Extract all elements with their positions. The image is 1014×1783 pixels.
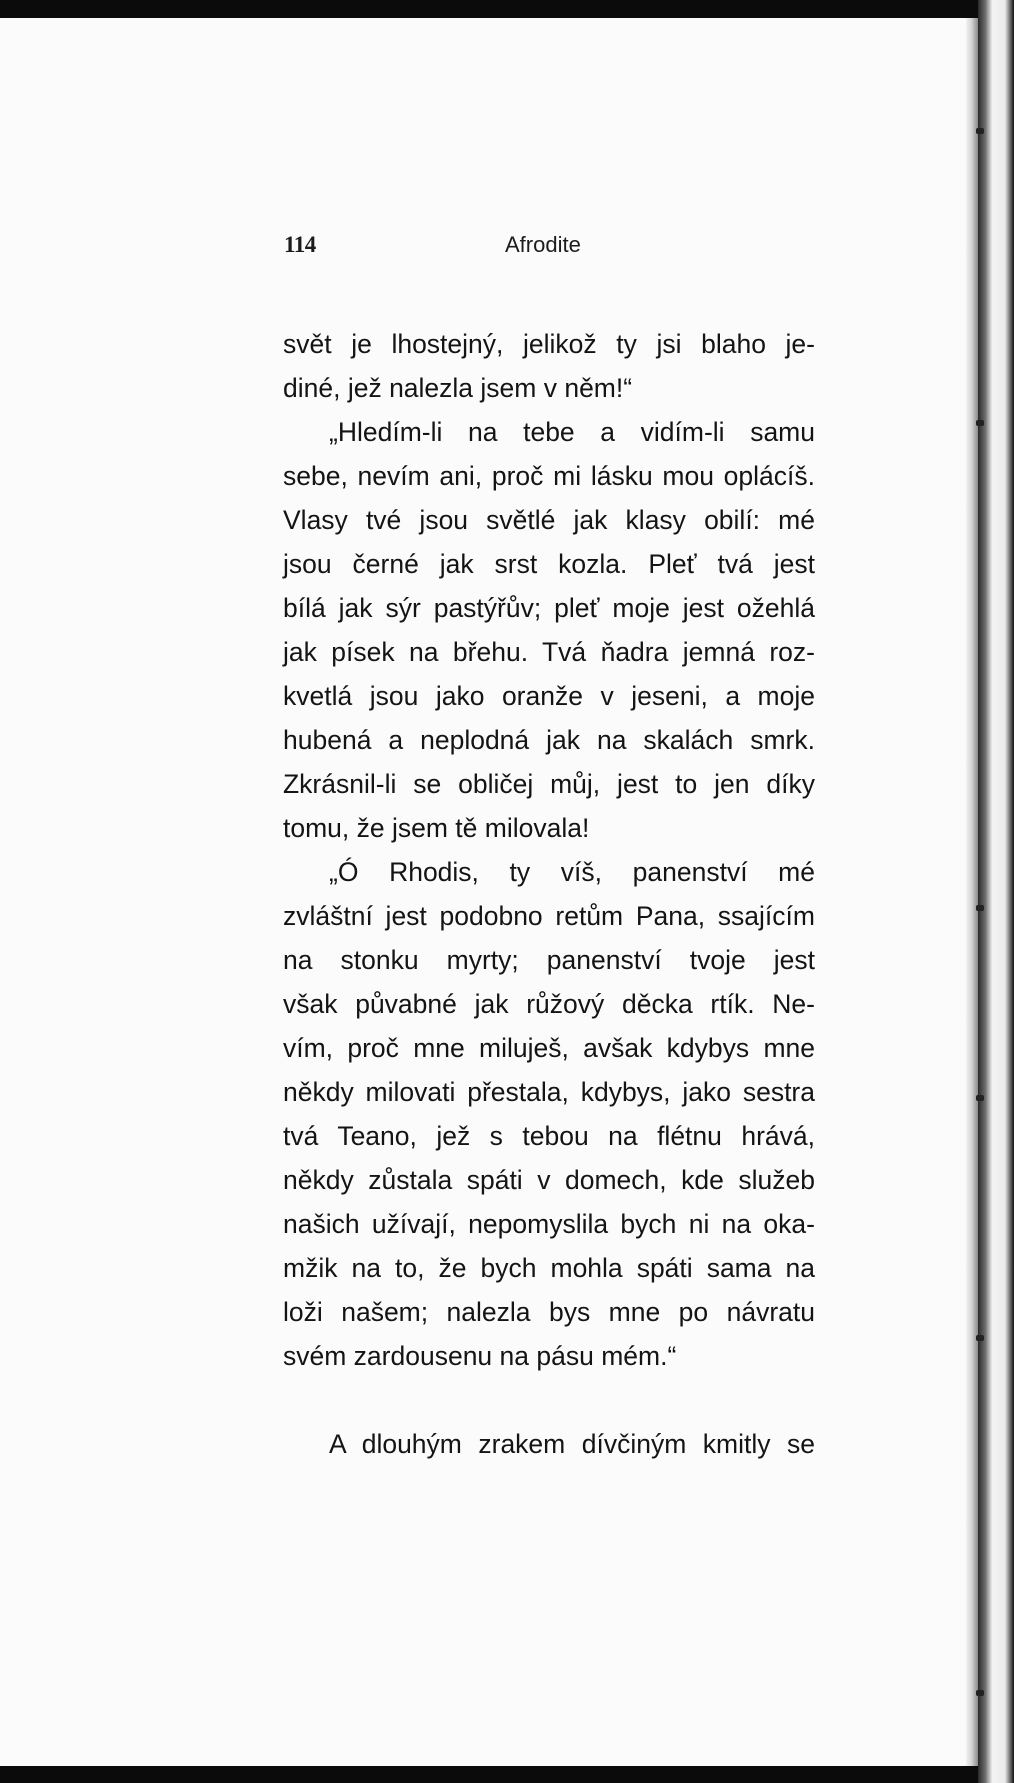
text-line: našich užívají, nepomyslila bych ni na oka- <box>283 1209 815 1239</box>
running-title: Afrodite <box>505 232 581 257</box>
body-text <box>283 322 815 1466</box>
text-line: Vlasy tvé jsou světlé jak klasy obilí: mé <box>283 505 815 535</box>
text-line: jsou černé jak srst kozla. Pleť tvá jest <box>283 549 815 579</box>
edge-mark <box>976 1335 984 1341</box>
page-header <box>0 232 978 262</box>
paragraph-gap <box>283 1378 815 1422</box>
text-line: svém zardousenu na pásu mém.“ <box>283 1341 677 1371</box>
text-line: někdy zůstala spáti v domech, kde služeb <box>283 1165 815 1195</box>
text-line: bílá jak sýr pastýřův; pleť moje jest ožehlá <box>283 593 815 623</box>
text-line: A dlouhým zrakem dívčiným kmitly se <box>329 1429 815 1459</box>
text-line: sebe, nevím ani, proč mi lásku mou oplácíš. <box>283 461 815 491</box>
text-line: jak písek na břehu. Tvá ňadra jemná roz- <box>283 637 815 667</box>
text-line: svět je lhostejný, jelikož ty jsi blaho je- <box>283 329 815 359</box>
book-edge <box>978 0 1014 1783</box>
text-line: na stonku myrty; panenství tvoje jest <box>283 945 815 975</box>
text-line: zvláštní jest podobno retům Pana, ssajícím <box>283 901 815 931</box>
text-line: kvetlá jsou jako oranže v jeseni, a moje <box>283 681 815 711</box>
text-line: tomu, že jsem tě milovala! <box>283 813 590 843</box>
page-gutter-shadow <box>966 18 978 1766</box>
edge-mark <box>976 128 984 134</box>
text-line: tvá Teano, jež s tebou na flétnu hrává, <box>283 1121 815 1151</box>
text-line: někdy milovati přestala, kdybys, jako sestra <box>283 1077 815 1107</box>
text-line: „Hledím-li na tebe a vidím-li samu <box>329 417 815 447</box>
text-line: mžik na to, že bych mohla spáti sama na <box>283 1253 815 1283</box>
edge-mark <box>976 1690 984 1696</box>
text-line: vím, proč mne miluješ, avšak kdybys mne <box>283 1033 815 1063</box>
text-line: diné, jež nalezla jsem v něm!“ <box>283 373 633 403</box>
text-line: Zkrásnil-li se obličej můj, jest to jen díky <box>283 769 815 799</box>
page-number: 114 <box>284 232 316 257</box>
text-line: však půvabné jak růžový děcka rtík. Ne- <box>283 989 815 1019</box>
text-line: hubená a neplodná jak na skalách smrk. <box>283 725 815 755</box>
text-line: loži našem; nalezla bys mne po návratu <box>283 1297 815 1327</box>
edge-mark <box>976 1095 984 1101</box>
edge-mark <box>976 420 984 426</box>
edge-mark <box>976 905 984 911</box>
text-line: „Ó Rhodis, ty víš, panenství mé <box>329 857 815 887</box>
